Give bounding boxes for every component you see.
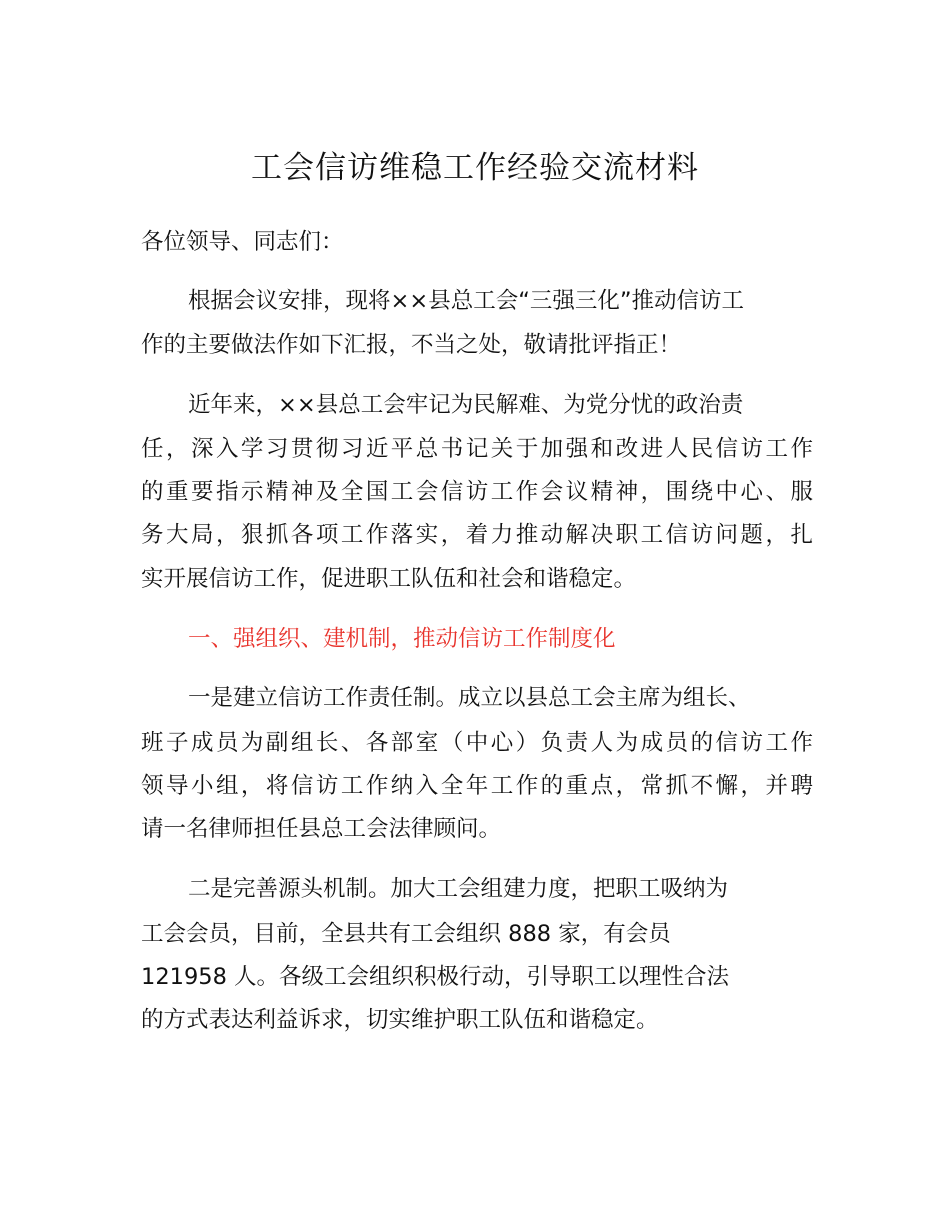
section-paragraph-1-line-4: 请一名律师担任县总工会法律顾问。 <box>141 816 502 842</box>
salutation: 各位领导、同志们： <box>141 229 344 255</box>
section-paragraph-1-line-2: 班子成员为副组长、各部室（中心）负责人为成员的信访工作 <box>141 730 813 756</box>
section-paragraph-2-line-1: 二是完善源头机制。加大工会组建力度，把职工吸纳为 <box>188 876 729 902</box>
paragraph-1-line-2: 作的主要做法作如下汇报，不当之处，敬请批评指正！ <box>141 332 682 358</box>
document-title: 工会信访维稳工作经验交流材料 <box>251 150 699 186</box>
paragraph-2-line-2: 任，深入学习贯彻习近平总书记关于加强和改进人民信访工作 <box>141 436 813 462</box>
section-paragraph-1-line-1: 一是建立信访工作责任制。成立以县总工会主席为组长、 <box>188 685 751 711</box>
paragraph-2-line-4: 务大局，狠抓各项工作落实，着力推动解决职工信访问题，扎 <box>141 522 813 548</box>
paragraph-2-line-3: 的重要指示精神及全国工会信访工作会议精神，围绕中心、服 <box>141 479 813 505</box>
paragraph-2-line-5: 实开展信访工作，促进职工队伍和社会和谐稳定。 <box>141 566 637 592</box>
section-heading: 一、强组织、建机制，推动信访工作制度化 <box>188 626 616 652</box>
section-paragraph-2-line-3: 121958 人。各级工会组织积极行动，引导职工以理性合法 <box>141 964 730 990</box>
paragraph-2-line-1: 近年来，××县总工会牢记为民解难、为党分忧的政治责 <box>188 392 744 418</box>
section-paragraph-2-line-4: 的方式表达利益诉求，切实维护职工队伍和谐稳定。 <box>141 1007 659 1033</box>
section-paragraph-2-line-2: 工会会员，目前，全县共有工会组织 888 家，有会员 <box>141 921 671 947</box>
section-paragraph-1-line-3: 领导小组，将信访工作纳入全年工作的重点，常抓不懈，并聘 <box>141 773 813 799</box>
paragraph-1-line-1: 根据会议安排，现将××县总工会“三强三化”推动信访工 <box>188 288 745 314</box>
